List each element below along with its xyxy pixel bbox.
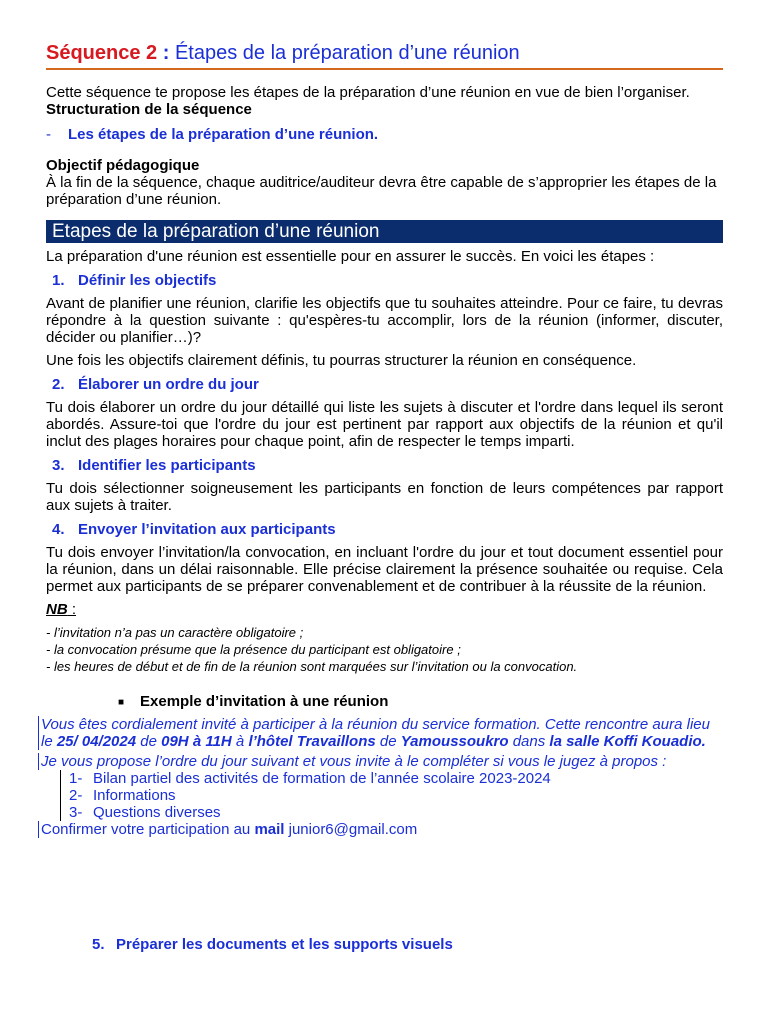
agenda-item-text: Questions diverses — [93, 804, 221, 821]
nb-heading — [46, 601, 723, 618]
confirm-line — [38, 821, 723, 838]
nb-colon: : — [67, 601, 77, 618]
agenda-item-num: 1- — [69, 770, 83, 787]
step-1-num: 1. — [52, 272, 65, 289]
agenda-item-num: 2- — [69, 787, 83, 804]
agenda-list — [60, 770, 723, 821]
square-bullet-icon: ■ — [118, 696, 125, 708]
banner-intro: La préparation d'une réunion est essentielle pour en assurer le succès. En voici les étapes : — [46, 248, 655, 265]
step-3-num: 3. — [52, 457, 65, 474]
agenda-item-num: 3- — [69, 804, 83, 821]
structure-label: Structuration de la séquence — [46, 101, 252, 118]
agenda-item-text: Bilan partiel des activités de formation de l’année scolaire 2023-2024 — [93, 770, 551, 787]
page-title — [46, 40, 723, 70]
nb-label: NB — [46, 601, 68, 618]
invitation-start-time: 09H — [161, 733, 189, 750]
agenda-item — [69, 770, 723, 787]
step-3-title — [46, 457, 723, 474]
example-title: Exemple d’invitation à une réunion — [140, 693, 389, 710]
section-banner: Etapes de la préparation d’une réunion — [46, 220, 723, 243]
step-4-num: 4. — [52, 521, 65, 538]
invitation-part: dans — [508, 733, 550, 750]
step-5-title — [92, 936, 453, 953]
intro-text: Cette séquence te propose les étapes de la préparation d’une réunion en vue de bien l’organiser. — [46, 84, 690, 101]
sequence-label: Séquence 2 — [46, 42, 158, 64]
confirm-mail-label: mail — [254, 821, 285, 838]
nb-item: - la convocation présume que la présence du participant est obligatoire ; — [46, 642, 461, 657]
invitation-text — [38, 716, 723, 750]
agenda-item — [69, 787, 723, 804]
invitation-city: Yamoussoukro — [400, 733, 509, 750]
agenda-item-text: Informations — [93, 787, 176, 804]
invitation-part: à — [231, 733, 249, 750]
step-2-title-text: Élaborer un ordre du jour — [78, 376, 259, 393]
step-1-para-2: Une fois les objectifs clairement définis, tu pourras structurer la réunion en conséquence. — [46, 352, 637, 369]
step-1-title-text: Définir les objectifs — [78, 272, 217, 289]
step-5-title-text: Préparer les documents et les supports visuels — [116, 936, 453, 953]
step-4-title-text: Envoyer l’invitation aux participants — [78, 521, 336, 538]
invitation-part: de — [375, 733, 401, 750]
objectif-label: Objectif pédagogique — [46, 157, 200, 174]
title-separator: : — [157, 42, 175, 64]
title-text: Étapes de la préparation d’une réunion — [174, 42, 520, 64]
example-heading — [118, 693, 723, 710]
structure-item-text: Les étapes de la préparation d’une réunion. — [68, 126, 379, 143]
agenda-item — [69, 804, 723, 821]
step-3-para: Tu dois sélectionner soigneusement les participants en fonction de leurs compétences par rapport aux sujets à traiter. — [46, 480, 723, 514]
nb-list — [46, 624, 723, 675]
agenda-intro: Je vous propose l’ordre du jour suivant et vous invite à le compléter si vous le jugez à propos : — [38, 753, 723, 770]
step-3-title-text: Identifier les participants — [78, 457, 256, 474]
invitation-part: à — [188, 733, 206, 750]
step-2-num: 2. — [52, 376, 65, 393]
step-4-title — [46, 521, 723, 538]
document-page — [41, 40, 723, 838]
step-2-title — [46, 376, 723, 393]
nb-item: - l’invitation n’a pas un caractère obligatoire ; — [46, 625, 304, 640]
invitation-end-time: 11H — [205, 733, 232, 750]
invitation-date: 25/ 04/2024 — [56, 733, 137, 750]
invitation-place: l’hôtel Travaillons — [248, 733, 376, 750]
structure-item — [46, 126, 723, 143]
objectif-text: À la fin de la séquence, chaque auditrice/auditeur devra être capable de s’approprier les étapes de la préparation d’une réunion. — [46, 174, 717, 208]
step-1-para-1: Avant de planifier une réunion, clarifie les objectifs que tu souhaites atteindre. Pour ce faire, tu devras répondre à la question suivante : qu'espères-tu accomplir, lors de la réunion (informer, discuter, décider ou planifier…)? — [46, 295, 723, 346]
confirm-email[interactable]: junior6@gmail.com — [284, 821, 418, 838]
invitation-room: la salle Koffi Kouadio. — [549, 733, 706, 750]
structure-dash: - — [46, 126, 51, 143]
nb-item: - les heures de début et de fin de la réunion sont marquées sur l’invitation ou la convocation. — [46, 659, 578, 674]
invitation-part: de — [136, 733, 162, 750]
step-5-num: 5. — [92, 936, 105, 953]
invitation-part: Vous êtes cordialement invité à participer à la réunion du service formation. Cette rencontre aura lieu le — [41, 716, 710, 750]
step-1-title — [46, 272, 723, 289]
step-4-para: Tu dois envoyer l’invitation/la convocation, en incluant l'ordre du jour et tout document essentiel pour la réunion, dans un délai raisonnable. Elle précise clairement la présence souhaitée ou requise. Cela permet aux participants de se préparer convenablement et de contribuer à la réussite de la réunion. — [46, 544, 723, 595]
confirm-text: Confirmer votre participation au — [41, 821, 255, 838]
step-2-para: Tu dois élaborer un ordre du jour détaillé qui liste les sujets à discuter et l'ordre dans lequel ils seront abordés. Assure-toi que l'ordre du jour est pertinent par rapport aux objectifs de la réunion et qu'il inclut des plages horaires pour chaque point, afin de respecter le temps imparti. — [46, 399, 723, 450]
